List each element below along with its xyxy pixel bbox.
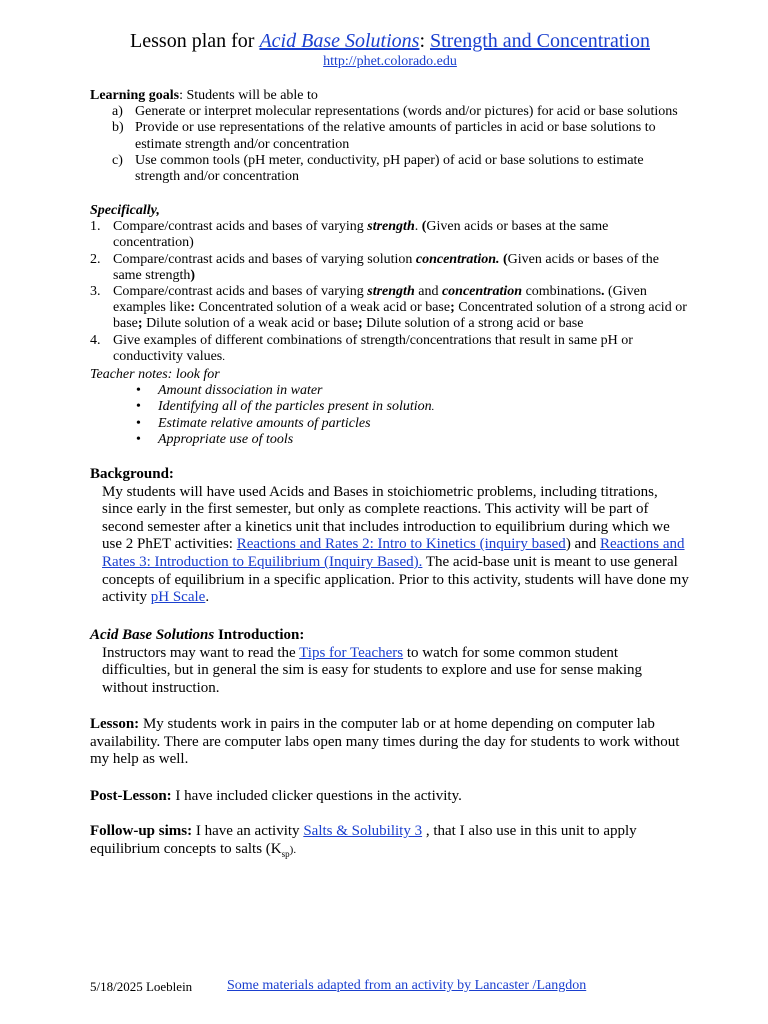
list-item: • Estimate relative amounts of particles	[136, 415, 371, 431]
introduction-text: Instructors may want to read the Tips for Teachers to watch for some common student difficulties, but in general the sim is easy for students to explore and use for sense making without instruction.	[102, 644, 643, 696]
ph-scale-link[interactable]: pH Scale	[150, 589, 206, 606]
learning-goals-list	[90, 104, 690, 185]
list-item: • Amount dissociation in water	[136, 383, 323, 399]
background-section	[90, 466, 690, 607]
list-item: b) Provide or use representations of the relative amounts of particles in acid or base solutions to estimate strength and/or concentration	[112, 120, 656, 152]
footer-date-author: 5/18/2025 Loeblein	[90, 979, 193, 994]
teacher-notes-heading: Teacher notes: look for	[90, 367, 220, 382]
list-item: 1. Compare/contrast acids and bases of varying strength. (Given acids or bases at the same concentration)	[90, 219, 609, 251]
salts-solubility-link[interactable]: Salts & Solubility 3	[303, 823, 423, 839]
reactions-rates-3-link[interactable]: Reactions and Rates 3: Introduction to Equilibrium (Inquiry Based).	[102, 536, 685, 570]
page-title: Lesson plan for Acid Base Solutions: Strength and Concentration	[130, 30, 650, 52]
footer-credit-link[interactable]: Some materials adapted from an activity by Lancaster /Langdon	[227, 978, 587, 993]
list-item: 2. Compare/contrast acids and bases of varying solution concentration. (Given acids or bases of the same strength)	[90, 251, 659, 283]
bullet-icon: •	[136, 431, 141, 447]
lesson-section	[90, 716, 690, 769]
lesson-text: My students work in pairs in the computer lab or at home depending on computer lab availability. There are computer labs open many times during the day for students to work without my help as well.	[90, 716, 680, 768]
background-heading: Background:	[90, 466, 174, 482]
list-item: a) Generate or interpret molecular representations (words and/or pictures) for acid or base solutions	[112, 104, 678, 120]
teacher-notes-section	[90, 367, 690, 448]
bullet-icon: •	[136, 399, 141, 415]
follow-up-section: Follow-up sims: I have an activity Salts & Solubility 3 , that I also use in this unit to apply equilibrium concepts to salts $(K_{sp})$.	[90, 823, 637, 859]
tips-for-teachers-link[interactable]: Tips for Teachers	[299, 644, 404, 661]
list-item: • Identifying all of the particles present in solution.	[136, 399, 435, 415]
list-item: • Appropriate use of tools	[136, 431, 294, 447]
post-lesson-section	[90, 788, 690, 806]
title-link[interactable]: Strength and Concentration	[430, 30, 650, 52]
learning-goals-section	[90, 88, 690, 185]
phet-url	[90, 54, 690, 70]
introduction-section	[90, 627, 690, 697]
sim-name-link[interactable]: Acid Base Solutions	[259, 30, 420, 52]
bullet-icon: •	[136, 383, 141, 399]
bullet-icon: •	[136, 415, 141, 431]
specifically-list	[90, 219, 690, 365]
specifically-section	[90, 203, 690, 365]
post-lesson-text: I have included clicker questions in the activity.	[171, 788, 462, 804]
learning-goals-heading: Learning goals: Students will be able to	[90, 88, 318, 103]
list-item: c) Use common tools (pH meter, conductivity, pH paper) of acid or base solutions to estimate strength and/or concentration	[112, 152, 644, 185]
lesson-heading: Lesson:	[90, 716, 140, 732]
specifically-heading: Specifically,	[90, 203, 160, 218]
teacher-notes-list	[90, 383, 690, 448]
list-item: 4. Give examples of different combinations of strength/concentrations that result in same pH or conductivity values.	[90, 332, 633, 364]
follow-up-heading: Follow-up sims:	[90, 823, 193, 839]
reactions-rates-2-link[interactable]: Reactions and Rates 2: Intro to Kinetics (inquiry based	[236, 536, 566, 553]
page-body	[90, 28, 690, 859]
list-item: 3. Compare/contrast acids and bases of varying strength and concentration combinations. (Given examples like: Concentrated solution of a weak acid or base; Concentrated solution of a strong acid or base; Dilute solution of a weak acid or base; Dilute solution of a strong acid or base	[90, 284, 687, 332]
post-lesson-heading: Post-Lesson:	[90, 788, 172, 804]
phet-url-link[interactable]: http://phet.colorado.edu	[323, 54, 457, 69]
introduction-heading: Acid Base Solutions Introduction:	[90, 627, 305, 643]
background-text: My students will have used Acids and Bases in stoichiometric problems, including titrations, since early in the first semester, but only as complete reactions. This activity will be part of second semester after a kinetics unit that includes introduction to equilibrium during which we use 2 PhET activities: Reactions and Rates 2: Intro to Kinetics (inquiry based) and Reactions and Rates 3: Introduction to Equilibrium (Inquiry Based). The acid-base unit is meant to use general concepts of equilibrium in a specific application. Prior to this activity, students will have done my activity pH Scale.	[102, 483, 689, 606]
